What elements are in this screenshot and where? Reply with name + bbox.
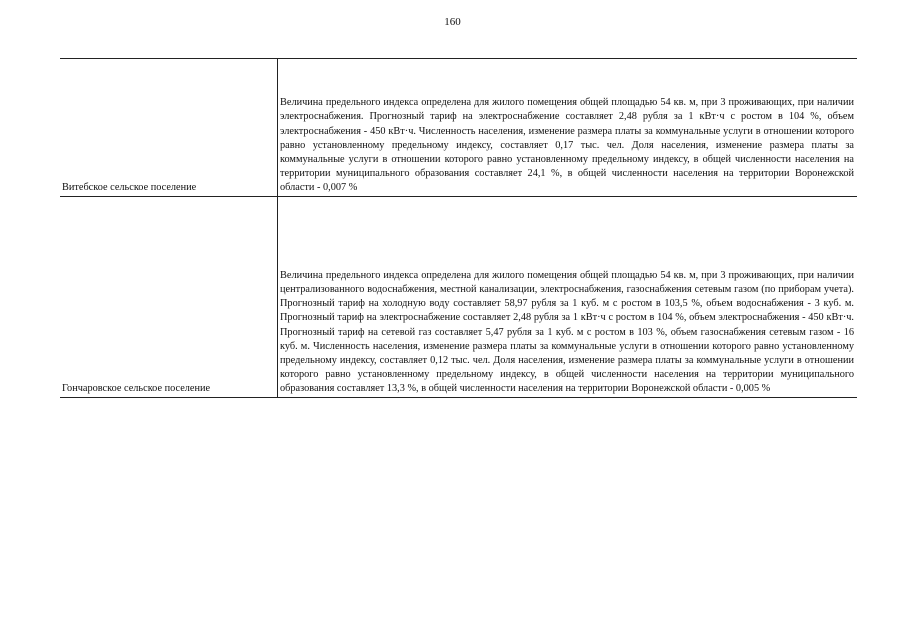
page-number: 160: [444, 16, 461, 28]
settlement-index-table: [60, 58, 857, 398]
table-row: [60, 59, 857, 197]
settlement-description: Величина предельного индекса определена для жилого помещения общей площадью 54 кв. м, при 3 проживающих, при наличии электроснабжения. Прогнозный тариф на электроснабжение составляет 2,48 рубля за 1 кВт·ч с ростом в 104 %, объем электроснабжения - 450 кВт·ч. Численность населения, изменение размера платы за коммунальные услуги в отношении которого равно установленному предельному индексу, составляет 0,17 тыс. чел. Доля населения, изменение размера платы за коммунальные услуги в отношении которого равно установленному предельному индексу, в общей численности населения на территории муниципального образования составляет 24,1 %, в общей численности населения на территории Воронежской области - 0,007 %: [278, 59, 858, 197]
settlement-description: Величина предельного индекса определена для жилого помещения общей площадью 54 кв. м, при 3 проживающих, при наличии централизованного водоснабжения, местной канализации, электроснабжения, газоснабжения сетевым газом (по приборам учета). Прогнозный тариф на холодную воду составляет 58,97 рубля за 1 куб. м с ростом в 103,5 %, объем водоснабжения - 3 куб. м. Прогнозный тариф на электроснабжение составляет 2,48 рубля за 1 кВт·ч с ростом в 104 %, объем электроснабжения - 450 кВт·ч. Прогнозный тариф на сетевой газ составляет 5,47 рубля за 1 куб. м с ростом в 103 %, объем газоснабжения сетевым газом - 16 куб. м. Численность населения, изменение размера платы за коммунальные услуги в отношении которого равно установленному предельному индексу, составляет 0,12 тыс. чел. Доля населения, изменение размера платы за коммунальные услуги в отношении которого равно установленному предельному индексу, в общей численности населения на территории муниципального образования составляет 13,3 %, в общей численности населения на территории Воронежской области - 0,005 %: [278, 197, 858, 398]
table-row: [60, 197, 857, 398]
settlement-name: Витебское сельское поселение: [60, 59, 278, 197]
settlement-name: Гончаровское сельское поселение: [62, 382, 211, 394]
